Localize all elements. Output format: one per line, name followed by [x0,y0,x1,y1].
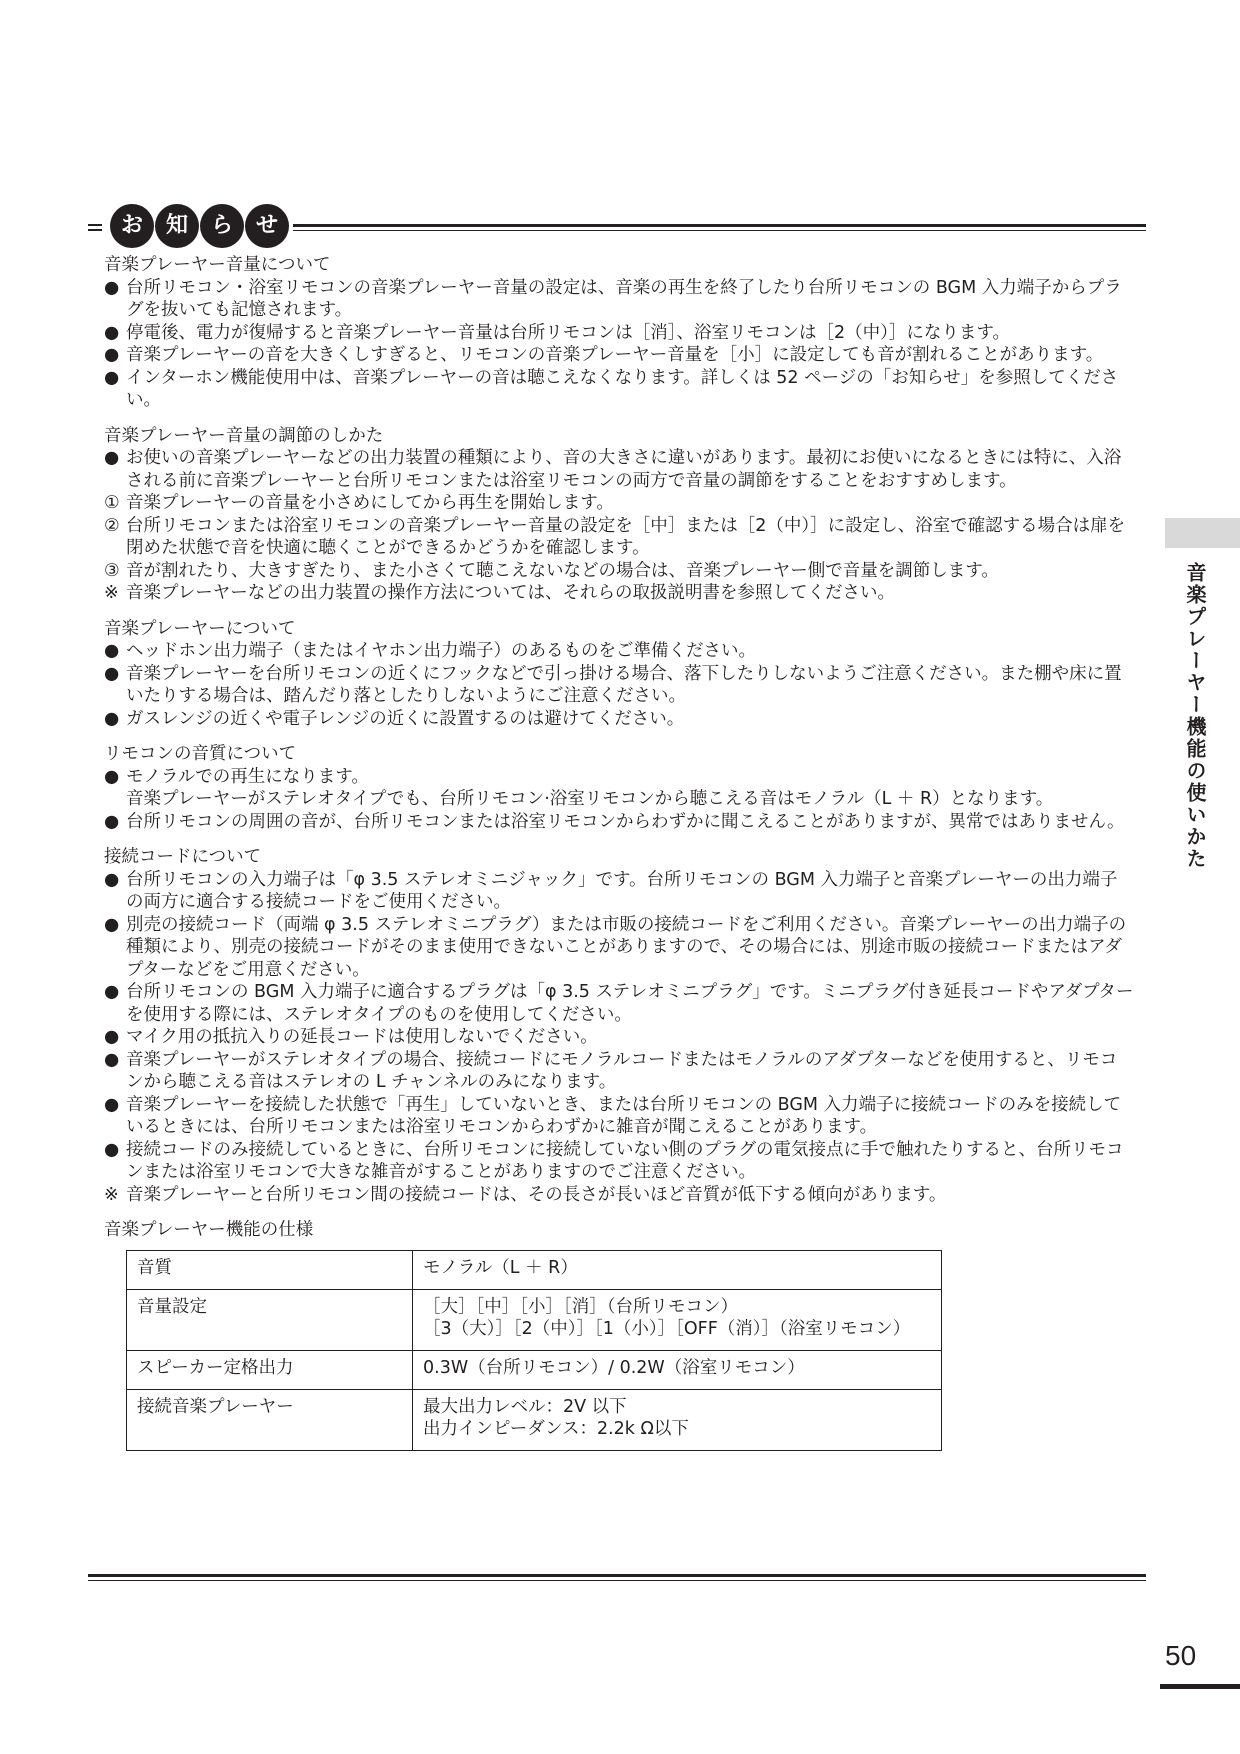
item-text: 接続コードのみ接続しているときに、台所リモコンに接続していない側のプラグの電気接点に手で触れたりすると、台所リモコンまたは浴室リモコンで大きな雑音がすることがありますのでご注意ください。 [126,1139,1124,1182]
notice-item [104,367,1134,412]
item-text: 停電後、電力が復帰すると音楽プレーヤー音量は台所リモコンは［消］、浴室リモコンは［2（中）］になります。 [126,322,1011,343]
notice-item [104,663,1134,708]
item-marker: ② [104,515,120,536]
item-marker: ● [104,1049,120,1070]
header-rule-left-bottom [88,229,102,231]
item-marker: ● [104,1094,120,1115]
notice-header [88,204,1146,254]
notice-section [104,425,1134,605]
notice-item [104,582,1134,605]
item-marker: ● [104,322,120,343]
section-title: 音楽プレーヤー音量の調節のしかた [104,425,384,446]
item-marker: ● [104,1027,120,1047]
notice-section [104,254,1134,412]
notice-item [104,766,1134,811]
item-text: 台所リモコンの周囲の音が、台所リモコンまたは浴室リモコンからわずかに聞こえることがありますが、異常ではありません。 [126,811,1125,832]
notice-item [104,560,1134,583]
item-marker: ● [104,367,120,388]
side-tab-label: 音楽プレーヤー機能の使いかた [1183,562,1207,870]
spec-key: スピーカー定格出力 [127,1350,413,1389]
spec-value: モノラル（L ＋ R） [413,1250,942,1289]
sections [104,254,1134,1206]
notice-item [104,640,1134,663]
item-text: 音楽プレーヤーの音を大きくしすぎると、リモコンの音楽プレーヤー音量を［小］に設定しても音が割れることがあります。 [126,345,1104,365]
notice-item [104,708,1134,731]
footer-rule [88,1574,1146,1584]
item-marker: ● [104,708,120,729]
notice-item [104,322,1134,345]
spec-row [127,1250,942,1289]
header-rule-right-top [248,224,1146,227]
spec-row [127,1350,942,1389]
item-text: 音楽プレーヤーと台所リモコン間の接続コードは、その長さが長いほど音質が低下する傾向があります。 [126,1184,947,1205]
spec-row [127,1389,942,1450]
footer-rule-bottom [88,1580,1146,1581]
notice-char: ら [200,204,244,248]
notice-item [104,1049,1134,1094]
notice-item [104,1184,1134,1207]
notice-item [104,914,1134,982]
item-text: マイク用の抵抗入りの延長コードは使用しないでください。 [126,1027,598,1047]
item-marker: ● [104,982,120,1002]
item-marker: ● [104,663,120,684]
item-text: モノラルでの再生になります。 音楽プレーヤーがステレオタイプでも、台所リモコン·浴室リモコンから聴こえる音はモノラル（L ＋ R）となります。 [126,766,1054,809]
item-marker: ※ [104,583,119,603]
item-text: 台所リモコン・浴室リモコンの音楽プレーヤー音量の設定は、音楽の再生を終了したり台所リモコンの BGM 入力端子からプラグを抜いても記憶されます。 [126,277,1122,320]
item-text: 台所リモコンの入力端子は「φ 3.5 ステレオミニジャック」です。台所リモコンの BGM 入力端子と音楽プレーヤーの出力端子の両方に適合する接続コードをご使用ください。 [126,869,1118,912]
spec-table [126,1250,942,1451]
item-text: インターホン機能使用中は、音楽プレーヤーの音は聴こえなくなります。詳しくは 52 ページの「お知らせ」を参照してください。 [126,367,1119,410]
notice-item [104,1139,1134,1184]
side-tab-marker [1165,518,1240,548]
item-marker: ● [104,641,120,661]
notice-char: 知 [155,204,199,248]
notice-item [104,277,1134,322]
spec-title: 音楽プレーヤー機能の仕様 [104,1220,314,1240]
item-marker: ① [104,493,120,513]
item-text: 音楽プレーヤーがステレオタイプの場合、接続コードにモノラルコードまたはモノラルのアダプターなどを使用すると、リモコンから聴こえる音はステレオの L チャンネルのみになります。 [126,1049,1118,1092]
notice-char: お [110,204,154,248]
notice-section [104,846,1134,1206]
notice-item [104,344,1134,367]
item-marker: ● [104,277,120,298]
item-text: 台所リモコンの BGM 入力端子に適合するプラグは「φ 3.5 ステレオミニプラグ」です。ミニプラグ付き延長コードやアダプターを使用する際には、ステレオタイプのものを使用してください。 [126,982,1134,1025]
item-marker: ● [104,914,120,935]
notice-label [106,204,293,248]
item-text: 音楽プレーヤーの音量を小さめにしてから再生を開始します。 [126,493,614,513]
spec-row [127,1289,942,1350]
header-rule-left-top [88,224,102,226]
spec-key: 音量設定 [127,1289,413,1350]
section-title: 音楽プレーヤーについて [104,618,296,639]
section-title: リモコンの音質について [104,744,297,764]
item-marker: ● [104,811,120,832]
page-number: 50 [1165,1640,1197,1671]
item-text: 音楽プレーヤーを接続した状態で「再生」していないとき、または台所リモコンの BGM 入力端子に接続コードのみを接続しているときには、台所リモコンまたは浴室リモコンからわずかに雑音が聞こえることがあります。 [126,1094,1122,1137]
item-marker: ③ [104,560,120,581]
item-marker: ● [104,766,120,787]
item-text: 台所リモコンまたは浴室リモコンの音楽プレーヤー音量の設定を［中］または［2（中）］に設定し、浴室で確認する場合は扉を閉めた状態で音を快適に聴くことができるかどうかを確認します。 [126,515,1126,558]
notice-item [104,869,1134,914]
notice-item [104,515,1134,560]
notice-char: せ [245,204,289,248]
notice-section [104,743,1134,833]
item-marker: ● [104,345,120,365]
item-marker: ● [104,1139,120,1160]
spec-value: 最大出力レベル：2V 以下 出力インピーダンス：2.2k Ω以下 [413,1389,942,1450]
item-text: 音楽プレーヤーなどの出力装置の操作方法については、それらの取扱説明書を参照してください。 [126,583,895,603]
item-text: 別売の接続コード（両端 φ 3.5 ステレオミニプラグ）または市販の接続コードをご利用ください。音楽プレーヤーの出力端子の種類により、別売の接続コードがそのまま使用できないことがありますので、その場合には、別途市販の接続コードまたはアダプターなどをご用意ください。 [126,914,1127,980]
item-text: ガスレンジの近くや電子レンジの近くに設置するのは避けてください。 [126,708,685,729]
notice-content [104,254,1134,1451]
notice-item [104,981,1134,1026]
spec-value: ［大］［中］［小］［消］（台所リモコン） ［3（大）］［2（中）］［1（小）］［OFF（消）］（浴室リモコン） [413,1289,942,1350]
item-marker: ※ [104,1184,119,1205]
notice-section [104,618,1134,731]
spec-key: 接続音楽プレーヤー [127,1389,413,1450]
notice-item [104,492,1134,515]
section-title: 接続コードについて [104,847,262,867]
item-text: ヘッドホン出力端子（またはイヤホン出力端子）のあるものをご準備ください。 [126,641,756,661]
item-marker: ● [104,869,120,890]
spec-value: 0.3W（台所リモコン）/ 0.2W（浴室リモコン） [413,1350,942,1389]
notice-item [104,1094,1134,1139]
item-marker: ● [104,448,120,468]
page-number-rule [1160,1684,1240,1689]
item-text: 音楽プレーヤーを台所リモコンの近くにフックなどで引っ掛ける場合、落下したりしないようご注意ください。また棚や床に置いたりする場合は、踏んだり落としたりしないようにご注意ください。 [126,663,1122,706]
spec-key: 音質 [127,1250,413,1289]
header-rule-right-bottom [248,230,1146,231]
notice-item [104,447,1134,492]
notice-item [104,1026,1134,1049]
notice-item [104,811,1134,834]
section-title: 音楽プレーヤー音量について [104,255,331,275]
footer-rule-top [88,1574,1146,1577]
spec-section [104,1219,1134,1451]
item-text: 音が割れたり、大きすぎたり、また小さくて聴こえないなどの場合は、音楽プレーヤー側で音量を調節します。 [126,560,999,581]
item-text: お使いの音楽プレーヤーなどの出力装置の種類により、音の大きさに違いがあります。最初にお使いになるときには特に、入浴される前に音楽プレーヤーと台所リモコンまたは浴室リモコンの両方で音量の調節をすることをおすすめします。 [126,448,1122,491]
